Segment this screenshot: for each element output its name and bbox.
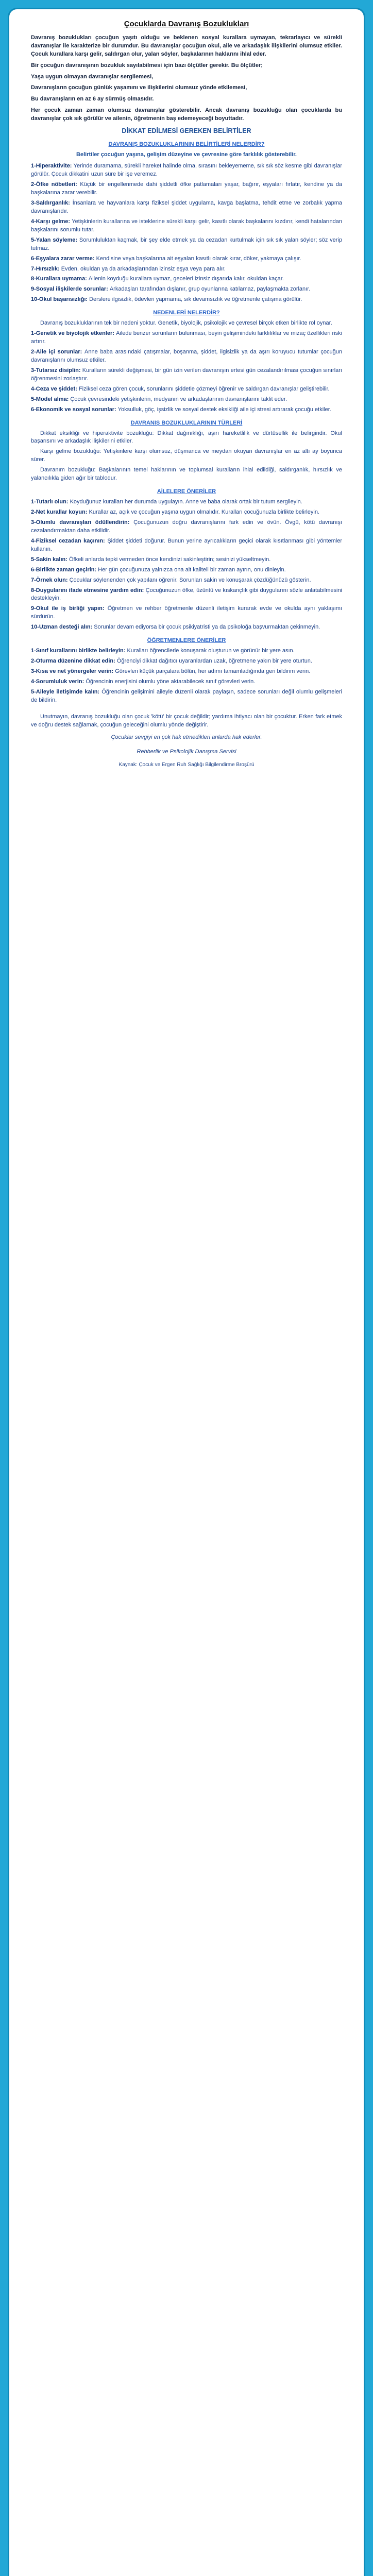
intro-text-b: Bir çocuğun davranışının bozukluk sayılabilmesi için bazı ölçütler gerekir. Bu ölçütler;: [31, 62, 263, 69]
signs-subheading: Belirtiler çocuğun yaşına, gelişim düzeyine ve çevresine göre farklılık gösterebilir.: [76, 151, 297, 158]
sign-item-text: Küçük bir engellenmede dahi şiddetli öfke patlamaları yaşar, bağırır, eşyaları fırlatır, kendine ya da başkalarına zarar verebilir.: [31, 181, 342, 196]
teacher-tip-item-text: Öğrenciyi dikkat dağıtıcı uyaranlardan uzak, öğretmene yakın bir yere oturtun.: [116, 658, 312, 665]
family-tip-item-text: Şiddet şiddeti doğurur. Bunun yerine ayrıcalıkların geçici olarak kısıtlanması gibi yöntemler kullanın.: [31, 537, 342, 552]
cause-item-text: Ailede benzer sorunların bulunması, beyin gelişimindeki farklılıklar ve mizaç özellikleri riski artırır.: [31, 330, 343, 345]
sign-item-lead: 8-Kurallara uymama:: [31, 276, 89, 282]
cause-item-lead: 6-Ekonomik ve sosyal sorunlar:: [31, 406, 118, 413]
closing-paragraph: Unutmayın, davranış bozukluğu olan çocuk 'kötü' bir çocuk değildir; yardıma ihtiyacı olan bir çocuktur. Erken fark etmek ve doğru destek sağlamak, çocuğun geleceğini olumlu yönde değiştirir.: [31, 713, 342, 728]
sign-item-lead: 5-Yalan söyleme:: [31, 236, 79, 243]
family-heading: AİLELERE ÖNERİLER: [157, 488, 216, 495]
family-tip-item-lead: 8-Duygularını ifade etmesine yardım edin:: [31, 587, 146, 594]
family-tip-item: [31, 605, 342, 621]
cause-item: [31, 348, 342, 365]
intro-criterion-3: Bu davranışların en az 6 ay sürmüş olmasıdır.: [31, 96, 154, 103]
intro-criterion-2: Davranışların çocuğun günlük yaşamını ve ilişkilerini olumsuz yönde etkilemesi,: [31, 84, 247, 91]
teacher-tip-item-lead: 1-Sınıf kurallarını birlikte belirleyin:: [31, 648, 127, 654]
family-tip-item-lead: 7-Örnek olun:: [31, 577, 70, 583]
family-tip-item-lead: 1-Tutarlı olun:: [31, 499, 70, 505]
cause-item-text: Yoksulluk, göç, işsizlik ve sosyal destek eksikliği aile içi stresi artırarak çocuğu etkiler.: [117, 406, 331, 413]
teacher-tip-item-lead: 4-Sorumluluk verin:: [31, 678, 86, 685]
family-tip-item: [31, 623, 342, 632]
causes-heading: NEDENLERİ NELERDİR?: [153, 310, 220, 316]
cause-item: [31, 396, 342, 404]
sign-item-lead: 6-Eşyalara zarar verme:: [31, 255, 96, 262]
cause-item: [31, 406, 342, 414]
sign-item: [31, 275, 342, 283]
teacher-tip-item-lead: 3-Kısa ve net yönergeler verin:: [31, 668, 115, 674]
family-tip-item-lead: 4-Fiziksel cezadan kaçının:: [31, 537, 108, 544]
sign-item-text: İnsanlara ve hayvanlara karşı fiziksel şiddet uygulama, kavga başlatma, tehdit etme ve zorbalık yapma davranışlarıdır.: [31, 199, 342, 214]
teacher-tip-item: [31, 688, 342, 705]
types-list: [31, 430, 342, 483]
sign-item: [31, 199, 342, 216]
sign-item-lead: 9-Sosyal ilişkilerde sorunlar:: [31, 286, 110, 293]
intro-warning-heading: DİKKAT EDİLMESİ GEREKEN BELİRTİLER: [122, 127, 251, 135]
signoff: Rehberlik ve Psikolojik Danışma Servisi: [137, 748, 236, 755]
type-paragraph: Davranım bozukluğu: Başkalarının temel haklarının ve toplumsal kuralların ihlal edildiği, saldırganlık, hırsızlık ve yalancılıkla giden ağır bir tablodur.: [31, 467, 342, 482]
closing-quote: Çocuklar sevgiyi en çok hak etmedikleri anlarda hak ederler.: [111, 734, 262, 740]
sign-item-text: Evden, okuldan ya da arkadaşlarından izinsiz eşya veya para alır.: [61, 265, 226, 272]
teacher-tip-item: [31, 678, 342, 686]
sign-item: [31, 296, 342, 304]
family-tip-item-text: Koyduğunuz kuralları her durumda uygulayın. Anne ve baba olarak ortak bir tutum sergileyin.: [70, 499, 302, 505]
teacher-tip-item-text: Görevleri küçük parçalara bölün, her adımı tamamladığında geri bildirim verin.: [115, 668, 311, 674]
teacher-tip-item: [31, 668, 342, 676]
type-paragraph: Dikkat eksikliği ve hiperaktivite bozukluğu: Dikkat dağınıklığı, aşırı hareketlilik ve dürtüsellik ile belirgindir. Okul başarısını ve arkadaşlık ilişkilerini etkiler.: [31, 430, 342, 445]
page-title: Çocuklarda Davranış Bozuklukları: [124, 20, 249, 28]
teacher-tip-item-lead: 5-Aileyle iletişimde kalın:: [31, 688, 102, 695]
cause-item-lead: 2-Aile içi sorunlar:: [31, 349, 85, 355]
footer-source: Kaynak: Çocuk ve Ergen Ruh Sağlığı Bilgilendirme Broşürü: [118, 761, 255, 768]
sign-item-text: Ailenin koyduğu kurallara uymaz, geceleri izinsiz dışarıda kalır, okuldan kaçar.: [88, 276, 284, 282]
causes-intro: Davranış bozukluklarının tek bir nedeni yoktur. Genetik, biyolojik, psikolojik ve çevresel birçok etken birlikte rol oynar.: [40, 320, 332, 327]
sign-item: [31, 236, 342, 253]
type-paragraph: Karşı gelme bozukluğu: Yetişkinlere karşı olumsuz, düşmanca ve meydan okuyan davranışlar en az altı ay boyunca sürer.: [31, 448, 342, 463]
cause-item-lead: 1-Genetik ve biyolojik etkenler:: [31, 330, 116, 337]
family-tip-item-lead: 9-Okul ile iş birliği yapın:: [31, 605, 108, 612]
family-tip-item-text: Öğretmen ve rehber öğretmenle düzenli iletişim kurarak evde ve okulda aynı yaklaşımı sürdürün.: [31, 605, 342, 620]
cause-item-text: Fiziksel ceza gören çocuk, sorunlarını şiddetle çözmeyi öğrenir ve saldırgan davranışlar geliştirebilir.: [78, 385, 330, 392]
teacher-tip-item: [31, 657, 342, 666]
sign-item-lead: 7-Hırsızlık:: [31, 265, 61, 272]
signs-list: [31, 162, 342, 304]
family-tip-item-text: Kurallar az, açık ve çocuğun yaşına uygun olmalıdır. Kuralları çocuğunuzla birlikte belirleyin.: [89, 509, 320, 515]
cause-item: [31, 367, 342, 383]
sign-item: [31, 285, 342, 294]
family-tip-item: [31, 566, 342, 574]
sign-item: [31, 162, 342, 179]
family-tip-item: [31, 509, 342, 517]
teacher-heading: ÖĞRETMENLERE ÖNERİLER: [147, 637, 226, 644]
sign-item-text: Sorumluluktan kaçmak, bir şey elde etmek ya da cezadan kurtulmak için sık sık yalan söyler; söz verip tutmaz.: [31, 236, 343, 251]
document-page: [8, 8, 365, 2576]
sign-item-text: Yerinde duramama, sürekli hareket halinde olma, sırasını bekleyememe, sık sık söz kesme gibi davranışlar görülür. Çocuk dikkatini uzun süre bir işe veremez.: [31, 163, 342, 178]
sign-item-lead: 2-Öfke nöbetleri:: [31, 181, 80, 188]
intro-text-c: Her çocuk zaman zaman olumsuz davranışlar gösterebilir. Ancak davranış bozukluğu olan çocuklarda bu davranışlar çok sık görülür ve ailenin, öğretmenin baş edemeyeceği boyuttadır.: [31, 107, 342, 122]
family-tip-item-text: Çocuğunuzun doğru davranışlarını fark edin ve övün. Övgü, kötü davranışı cezalandırmaktan daha etkilidir.: [31, 519, 342, 534]
cause-item-lead: 4-Ceza ve şiddet:: [31, 385, 79, 392]
family-tip-item: [31, 498, 342, 506]
family-tip-item-text: Her gün çocuğunuza yalnızca ona ait kaliteli bir zaman ayırın, onu dinleyin.: [98, 566, 286, 573]
sign-item-text: Derslere ilgisizlik, ödevleri yapmama, sık devamsızlık ve öğretmenle çatışma görülür.: [89, 296, 302, 303]
sign-item-lead: 10-Okul başarısızlığı:: [31, 296, 90, 303]
cause-item: [31, 385, 342, 394]
family-tip-item-lead: 3-Olumlu davranışları ödüllendirin:: [31, 519, 134, 526]
family-tip-item: [31, 519, 342, 535]
teacher-tip-item-text: Öğrencinin gelişimini aileyle düzenli olarak paylaşın, sadece sorunları değil olumlu gelişmeleri de bildirin.: [31, 688, 342, 703]
cause-item-lead: 5-Model alma:: [31, 396, 71, 402]
family-tip-item-text: Çocuğunuzun öfke, üzüntü ve kıskançlık gibi duygularını sözle anlatabilmesini destekleyin.: [31, 587, 343, 602]
sign-item: [31, 265, 342, 274]
sign-item: [31, 181, 342, 197]
teacher-tip-item-text: Kuralları öğrencilerle konuşarak oluşturun ve görünür bir yere asın.: [127, 648, 295, 654]
family-tip-item-text: Sorunlar devam ediyorsa bir çocuk psikiyatristi ya da psikoloğa başvurmaktan çekinmeyin.: [94, 624, 320, 631]
sign-item: [31, 255, 342, 263]
family-tip-item-lead: 10-Uzman desteği alın:: [31, 624, 94, 631]
sign-item-text: Yetişkinlerin kurallarına ve isteklerine sürekli karşı gelir, kasıtlı olarak başkalarını kızdırır, kendi hatalarından başkalarını sorumlu tutar.: [31, 218, 342, 233]
family-tip-item-text: Öfkeli anlarda tepki vermeden önce kendinizi sakinleştirin; sesinizi yükseltmeyin.: [69, 556, 271, 563]
family-tip-item: [31, 556, 342, 564]
cause-item-text: Çocuk çevresindeki yetişkinlerin, medyanın ve arkadaşlarının davranışlarını taklit eder.: [70, 396, 287, 402]
family-tip-item-text: Çocuklar söylenenden çok yapılanı öğrenir. Sorunları sakin ve konuşarak çözdüğünüzü gösterin.: [69, 577, 311, 583]
family-tip-item-lead: 6-Birlikte zaman geçirin:: [31, 566, 98, 573]
sign-item-lead: 4-Karşı gelme:: [31, 218, 72, 225]
sign-item-lead: 3-Saldırganlık:: [31, 199, 73, 206]
cause-item-text: Anne baba arasındaki çatışmalar, boşanma, şiddet, ilgisizlik ya da aşırı koruyucu tutumlar çocuğun davranışlarını olumsuz etkiler.: [31, 349, 342, 363]
family-list: [31, 498, 342, 632]
sign-item-text: Arkadaşları tarafından dışlanır, grup oyunlarına katılamaz, paylaşmakta zorlanır.: [109, 286, 311, 293]
cause-item-lead: 3-Tutarsız disiplin:: [31, 367, 82, 374]
intro-text-a: Davranış bozuklukları çocuğun yaşıtı olduğu ve beklenen sosyal kurallara uymayan, tekrarlayıcı ve sürekli davranışlar ile karakterize bir durumdur. Bu davranışlar çocuğun okul, aile ve arkadaşlık ilişkilerini olumsuz etkiler. Çocuk kurallara karşı gelir, saldırgan olur, yalan söyler, başkalarının haklarını ihlal eder.: [31, 34, 342, 57]
sign-item-text: Kendisine veya başkalarına ait eşyaları kasıtlı olarak kırar, döker, yakmaya çalışır.: [96, 255, 301, 262]
cause-item-text: Kuralların sürekli değişmesi, bir gün izin verilen davranışın ertesi gün cezalandırılması çocuğun sınırları öğrenmesini zorlaştırır.: [31, 367, 342, 382]
intro-criterion-1: Yaşa uygun olmayan davranışlar sergilemesi,: [31, 73, 154, 80]
sign-item-lead: 1-Hiperaktivite:: [31, 163, 74, 170]
causes-list: [31, 330, 342, 414]
family-tip-item: [31, 577, 342, 585]
teacher-tip-item-text: Öğrencinin enerjisini olumlu yöne aktarabilecek sınıf görevleri verin.: [86, 678, 256, 685]
family-tip-item-lead: 5-Sakin kalın:: [31, 556, 69, 563]
types-heading: DAVRANIŞ BOZUKLUKLARININ TÜRLERİ: [130, 419, 243, 426]
teacher-tip-item-lead: 2-Oturma düzenine dikkat edin:: [31, 658, 117, 665]
family-tip-item: [31, 537, 342, 554]
teacher-list: [31, 647, 342, 705]
teacher-tip-item: [31, 647, 342, 655]
signs-heading: DAVRANIŞ BOZUKLUKLARININ BELİRTİLERİ NELERDİR?: [108, 141, 265, 148]
family-tip-item: [31, 587, 342, 603]
family-tip-item-lead: 2-Net kurallar koyun:: [31, 509, 89, 515]
sign-item: [31, 218, 342, 234]
cause-item: [31, 330, 342, 346]
